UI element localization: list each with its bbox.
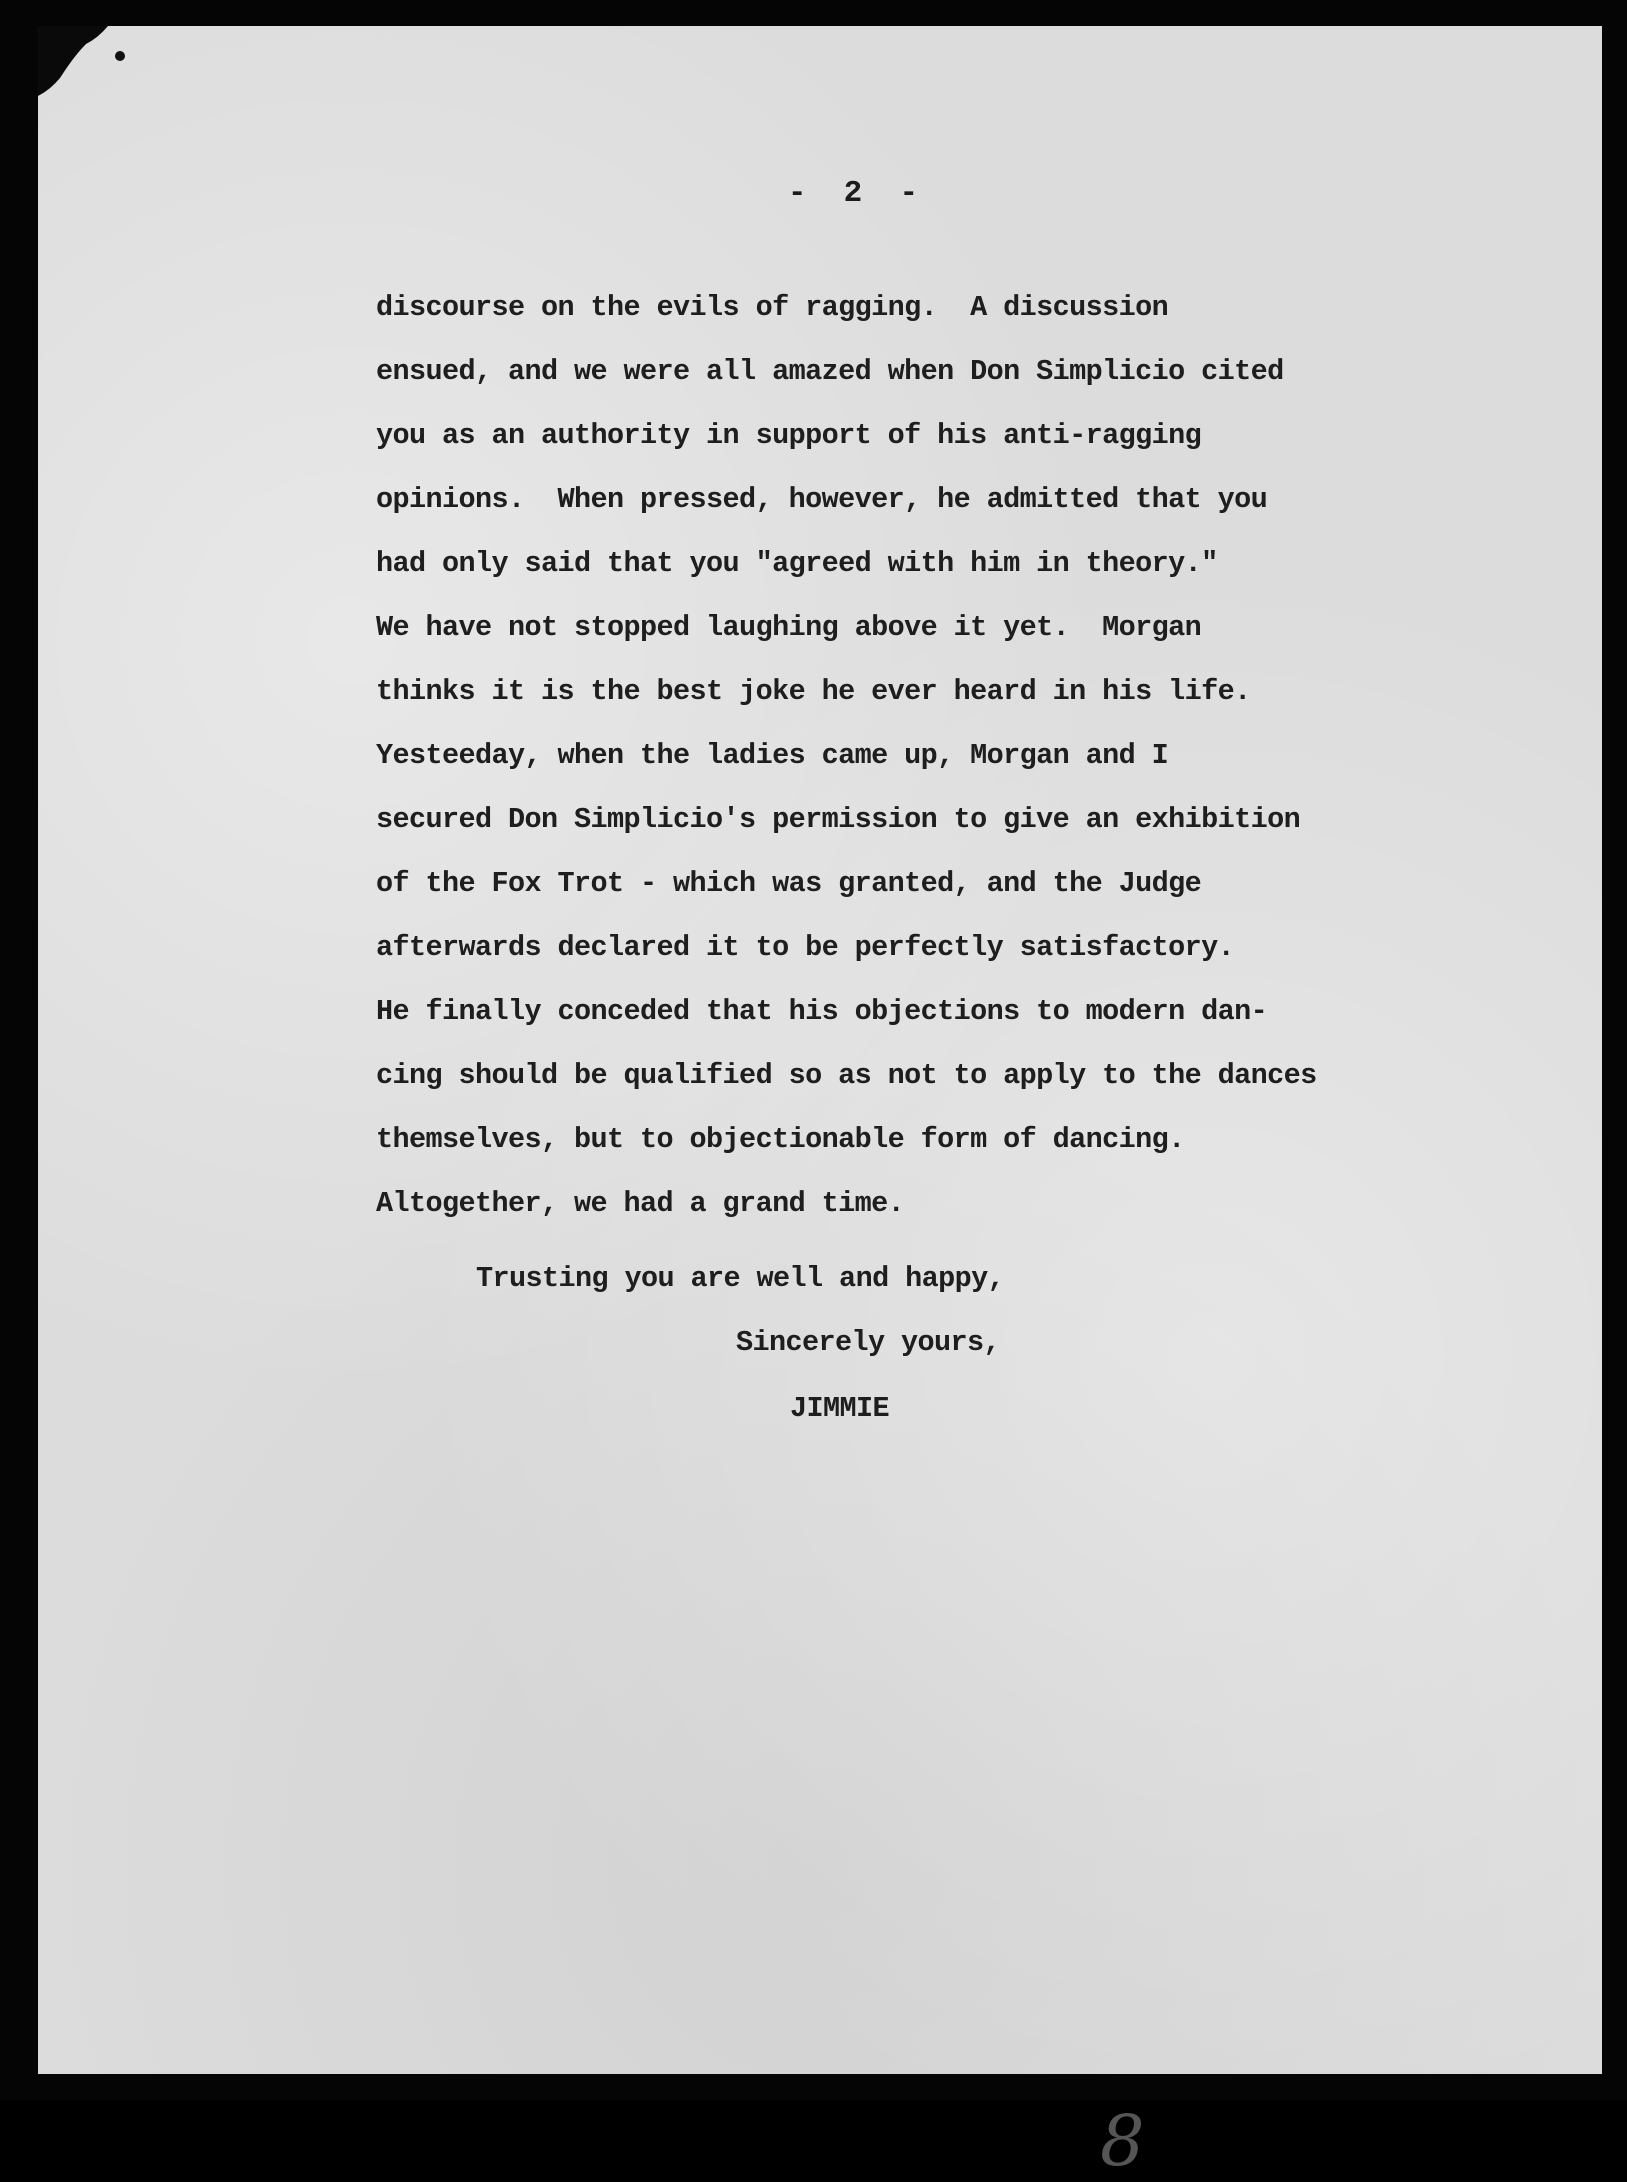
body-line: opinions. When pressed, however, he admitted that you [376, 483, 1268, 516]
body-line: Yesteeday, when the ladies came up, Morgan and I [376, 739, 1169, 772]
closing-line: Trusting you are well and happy, [476, 1262, 1005, 1295]
body-line: We have not stopped laughing above it yet. Morgan [376, 611, 1202, 644]
handwritten-page-number: 8 [1100, 2100, 1145, 2182]
body-line: afterwards declared it to be perfectly satisfactory. [376, 931, 1235, 964]
body-line: of the Fox Trot - which was granted, and the Judge [376, 867, 1202, 900]
letter-page [38, 26, 1602, 2182]
body-line: themselves, but to objectionable form of dancing. [376, 1123, 1185, 1156]
body-line: cing should be qualified so as not to apply to the dances [376, 1059, 1317, 1092]
body-line: secured Don Simplicio's permission to give an exhibition [376, 803, 1301, 836]
body-line: had only said that you "agreed with him in theory." [376, 547, 1218, 580]
body-line: discourse on the evils of ragging. A discussion [376, 291, 1169, 324]
letter-body [376, 276, 1436, 1236]
body-line: you as an authority in support of his anti-ragging [376, 419, 1202, 452]
body-line: He finally conceded that his objections to modern dan- [376, 995, 1268, 1028]
valediction: Sincerely yours, [736, 1326, 1001, 1359]
signature: JIMMIE [790, 1392, 890, 1425]
page-number: - 2 - [787, 176, 919, 211]
torn-corner-mark [38, 26, 148, 106]
body-line: ensued, and we were all amazed when Don Simplicio cited [376, 355, 1284, 388]
body-line: Altogether, we had a grand time. [376, 1187, 905, 1220]
body-line: thinks it is the best joke he ever heard in his life. [376, 675, 1251, 708]
